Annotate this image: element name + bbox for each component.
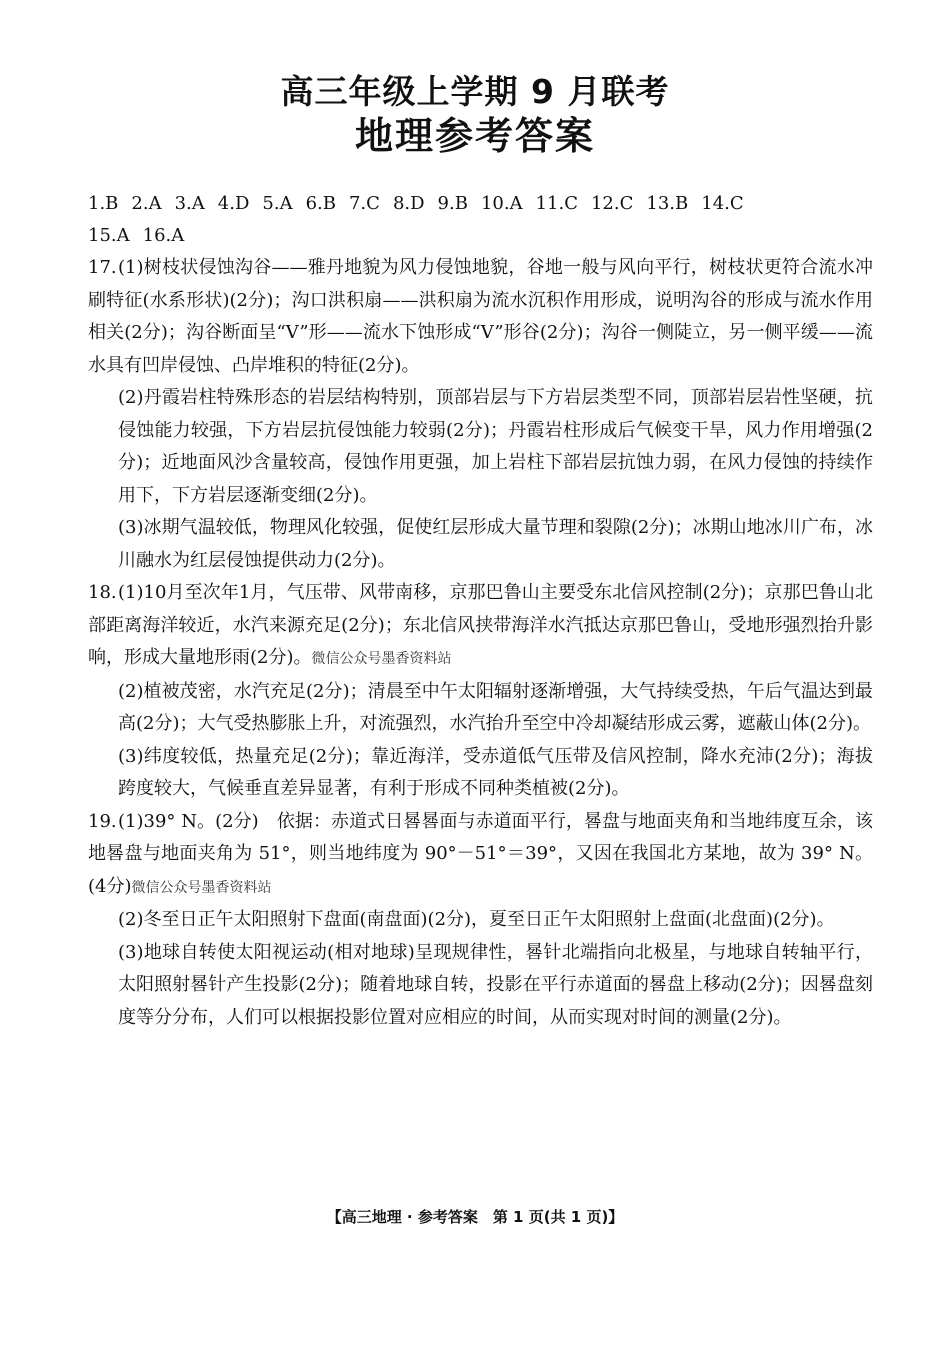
- mc-answer: 5.A: [262, 193, 293, 214]
- question-number: 18.: [88, 582, 117, 603]
- multiple-choice-row-2: [88, 220, 873, 252]
- question-18-part-2: (2)植被茂密，水汽充足(2分)；清晨至中午太阳辐射逐渐增强，大气持续受热，午后气温达到最高(2分)；大气受热膨胀上升，对流强烈，水汽抬升至空中冷却凝结形成云雾，遮蔽山体(2分)。: [118, 680, 873, 734]
- question-19-part-1: 19.(1)39° N。(2分) 依据：赤道式日晷晷面与赤道面平行，晷盘与地面夹角和当地纬度互余，该地晷盘与地面夹角为 51°，则当地纬度为 90°－51°＝39°，又因在我国北方某地，故为 39° N。(4分)微信公众号墨香资料站: [88, 806, 873, 905]
- watermark-text: 微信公众号墨香资料站: [131, 879, 272, 896]
- mc-answer: 13.B: [646, 193, 689, 214]
- mc-answer: 4.D: [217, 193, 250, 214]
- exam-title: 高三年级上学期 9 月联考: [280, 72, 670, 111]
- question-17-part-3: (3)冰期气温较低，物理风化较强，促使红层形成大量节理和裂隙(2分)；冰期山地冰川广布，冰川融水为红层侵蚀提供动力(2分)。: [118, 517, 873, 571]
- multiple-choice-answers: [88, 188, 873, 252]
- question-19: [88, 806, 873, 1035]
- mc-answer: 7.C: [348, 193, 380, 214]
- mc-answer: 16.A: [142, 225, 185, 246]
- page-footer: 【高三地理 · 参考答案 第 1 页(共 1 页)】: [326, 1208, 624, 1226]
- answer-content: [88, 188, 873, 1034]
- mc-answer: 10.A: [480, 193, 523, 214]
- question-18: [88, 577, 873, 806]
- mc-answer: 11.C: [535, 193, 578, 214]
- multiple-choice-row-1: [88, 188, 873, 220]
- mc-answer: 3.A: [174, 193, 205, 214]
- mc-answer: 14.C: [701, 193, 744, 214]
- question-19-part-2: (2)冬至日正午太阳照射下盘面(南盘面)(2分)，夏至日正午太阳照射上盘面(北盘面)(2分)。: [118, 909, 835, 930]
- mc-answer: 15.A: [88, 225, 130, 246]
- question-number: 19.: [88, 810, 117, 832]
- watermark-text: 微信公众号墨香资料站: [311, 651, 452, 667]
- question-17-part-2: (2)丹霞岩柱特殊形态的岩层结构特别，顶部岩层与下方岩层类型不同，顶部岩层岩性坚硬，抗侵蚀能力较强，下方岩层抗侵蚀能力较弱(2分)；丹霞岩柱形成后气候变干旱，风力作用增强(2分)；近地面风沙含量较高，侵蚀作用更强，加上岩柱下部岩层抗蚀力弱，在风力侵蚀的持续作用下，下方岩层逐渐变细(2分)。: [118, 387, 873, 506]
- question-18-part-3: (3)纬度较低，热量充足(2分)；靠近海洋，受赤道低气压带及信风控制，降水充沛(2分)；海拔跨度较大，气候垂直差异显著，有利于形成不同种类植被(2分)。: [118, 745, 873, 799]
- question-19-part-3: (3)地球自转使太阳视运动(相对地球)呈现规律性，晷针北端指向北极星，与地球自转轴平行，太阳照射晷针产生投影(2分)；随着地球自转，投影在平行赤道面的晷盘上移动(2分)；因晷盘刻度等分分布，人们可以根据投影位置对应相应的时间，从而实现对时间的测量(2分)。: [118, 941, 873, 1028]
- question-18-part-1: 18.(1)10月至次年1月，气压带、风带南移，京那巴鲁山主要受东北信风控制(2分)；京那巴鲁山北部距离海洋较近，水汽来源充足(2分)；东北信风挟带海洋水汽抵达京那巴鲁山，受地形强烈抬升影响，形成大量地形雨(2分)。微信公众号墨香资料站: [88, 577, 873, 676]
- mc-answer: 2.A: [131, 193, 162, 214]
- question-17: [88, 252, 873, 577]
- document-title: 地理参考答案: [354, 114, 595, 158]
- question-17-part-1: 17.(1)树枝状侵蚀沟谷——雅丹地貌为风力侵蚀地貌，谷地一般与风向平行，树枝状更符合流水冲刷特征(水系形状)(2分)；沟口洪积扇——洪积扇为流水沉积作用形成，说明沟谷的形成与流水作用相关(2分)；沟谷断面呈“V”形——流水下蚀形成“V”形谷(2分)；沟谷一侧陡立，另一侧平缓——流水具有凹岸侵蚀、凸岸堆积的特征(2分)。: [88, 252, 873, 382]
- mc-answer: 6.B: [305, 193, 336, 214]
- question-number: 17.: [88, 257, 117, 278]
- mc-answer: 8.D: [392, 193, 425, 214]
- mc-answer: 1.B: [88, 193, 119, 214]
- mc-answer: 9.B: [437, 193, 468, 214]
- mc-answer: 12.C: [590, 193, 634, 214]
